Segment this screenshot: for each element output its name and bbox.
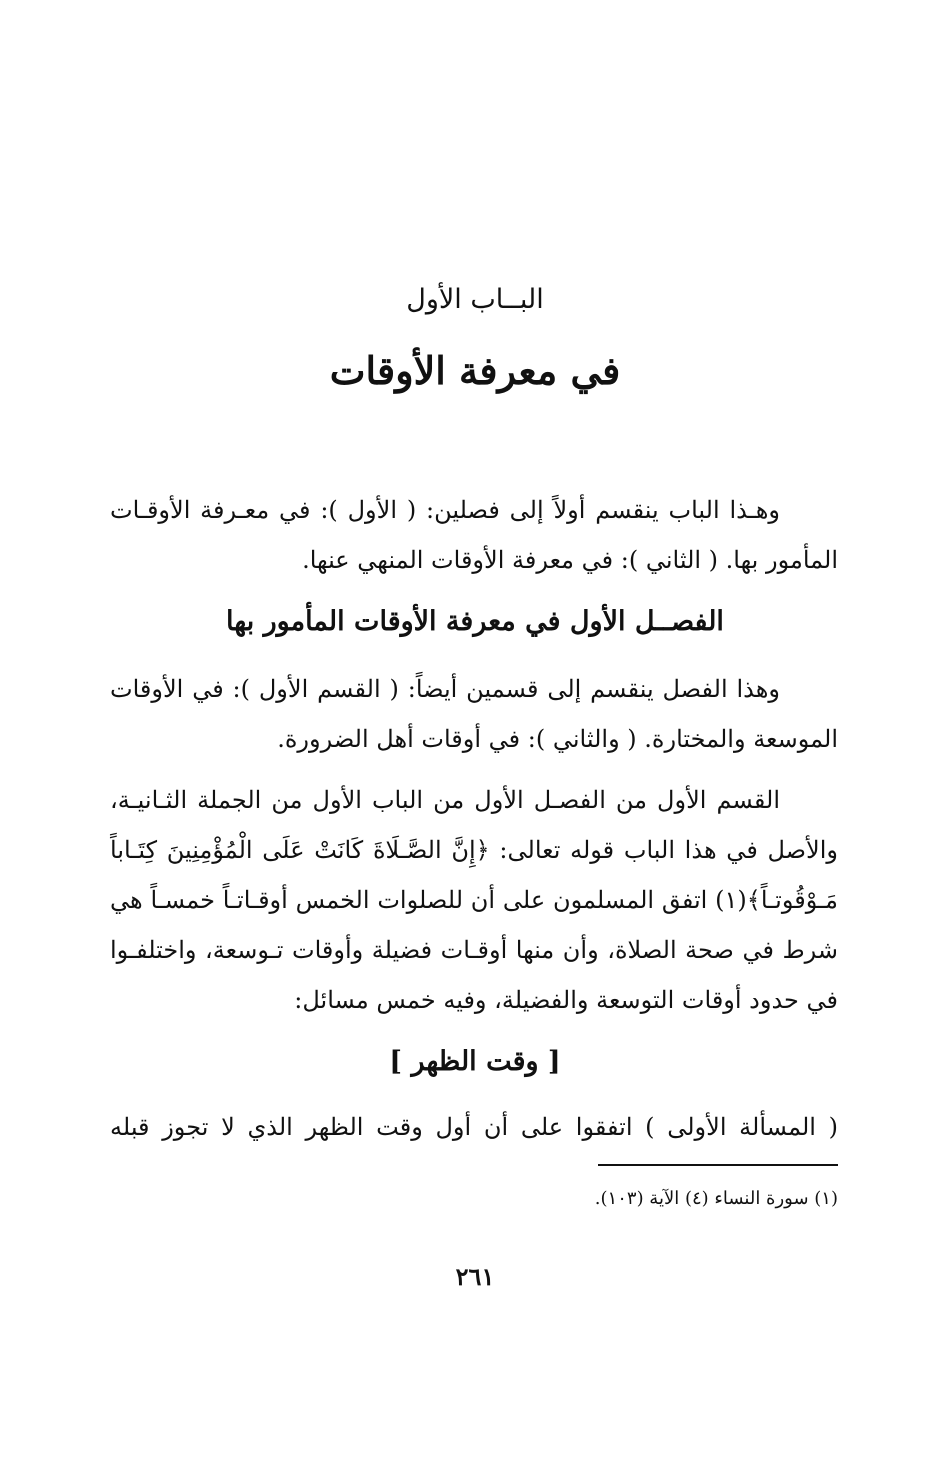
body-line-4: شرط في صحة الصلاة، وأن منها أوقـات فضيلة وأوقات تـوسعة، واختلفـوا [110,936,838,964]
body-line-1: القسم الأول من الفصـل الأول من الباب الأول من الجملة الثـانيـة، [110,786,780,814]
footnote-divider [598,1164,838,1166]
chapter-title: في معرفة الأوقات [329,348,621,393]
subheading: [ وقت الظهر ] [389,1046,561,1077]
section-intro-paragraph [110,664,838,764]
section-intro-line-2: الموسعة والمختارة. ( والثاني ): في أوقات أهل الضرورة. [277,725,838,753]
chapter-label: البــاب الأول [406,284,544,315]
issue-paragraph [110,1102,838,1152]
footnote: (١) سورة النساء (٤) الآية (١٠٣). [594,1188,838,1209]
page-number: ٢٦١ [455,1262,495,1291]
section-intro-line-1: وهذا الفصل ينقسم إلى قسمين أيضاً: ( القسم الأول ): في الأوقات [110,675,780,703]
body-line-3: مَـوْقُوتـاً﴾(١) اتفق المسلمون على أن للصلوات الخمس أوقـاتـاً خمسـاً هي [110,886,838,914]
intro-line-2: المأمور بها. ( الثاني ): في معرفة الأوقات المنهي عنها. [302,546,838,574]
intro-paragraph [110,485,838,585]
body-line-2: والأصل في هذا الباب قوله تعالى: ﴿إِنَّ الصَّـلَاةَ كَانَتْ عَلَى الْمُؤْمِنِينَ كِتَـاباً [110,836,838,864]
intro-line-1: وهـذا الباب ينقسم أولاً إلى فصلين: ( الأول ): في معـرفة الأوقـات [110,496,780,524]
section-heading: الفصــل الأول في معرفة الأوقات المأمور بها [226,606,724,637]
body-paragraph [110,775,838,1025]
body-line-5: في حدود أوقات التوسعة والفضيلة، وفيه خمس مسائل: [294,986,838,1014]
issue-line-1: ( المسألة الأولى ) اتفقوا على أن أول وقت الظهر الذي لا تجوز قبله [110,1113,838,1141]
